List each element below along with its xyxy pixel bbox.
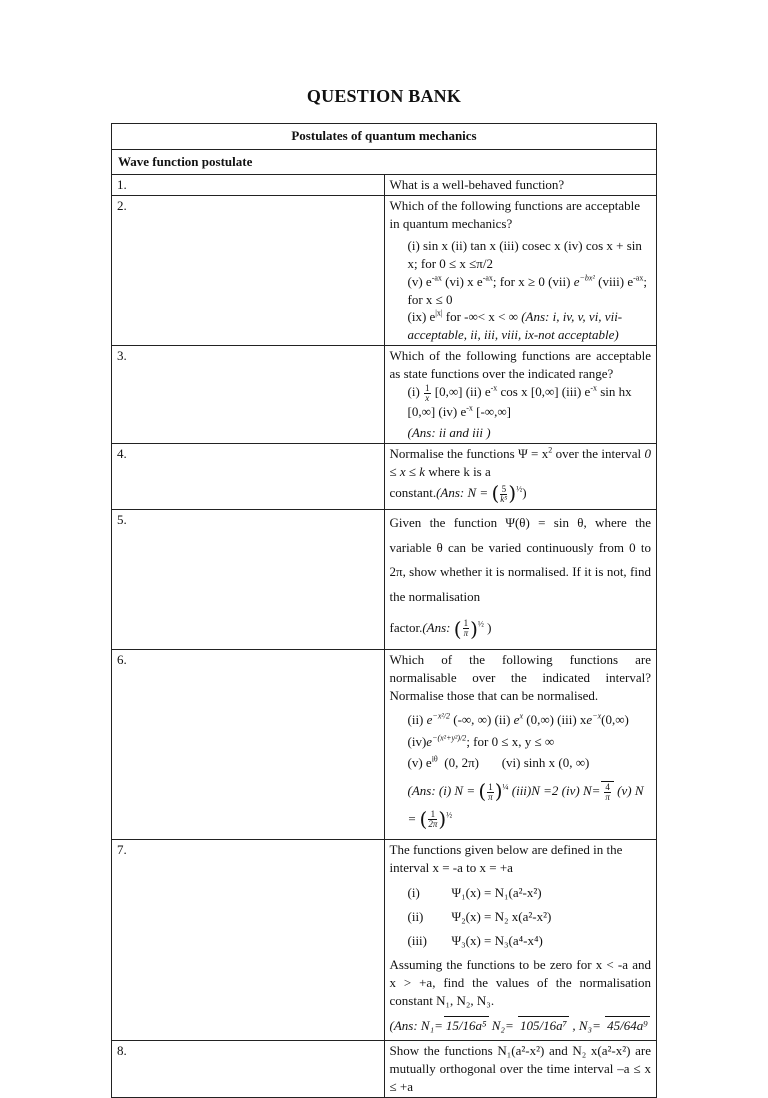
table-row — [112, 510, 657, 650]
table-row — [112, 174, 657, 195]
question-cell — [384, 510, 657, 650]
question-text: Normalise the functions $\Psi = x^2$ over the interval 0 ≤ x ≤ k where k is a — [389, 445, 651, 479]
question-cell — [384, 195, 657, 346]
question-cell — [384, 649, 657, 839]
function-item: (iii) Ψ₃(x) = N₃(a⁴-x⁴) — [407, 933, 543, 949]
question-number: 2. — [112, 195, 385, 346]
table-row — [112, 195, 657, 346]
answer-text: (Ans: i, iv, v, vi, vii-acceptable, ii, iii, viii, ix-not acceptable) — [407, 309, 623, 343]
option-line: (ix) $e^{|x|}$ for -∞< x < ∞ (Ans: i, iv, v, vi, vii-acceptable, ii, iii, viii, ix-not acceptable) — [407, 309, 623, 343]
page-title: QUESTION BANK — [306, 86, 462, 106]
question-cell — [384, 839, 657, 1040]
option-line: (ii) $e^{-x^2/2}$ (-∞, ∞) (ii) $e^x$ (0,∞) (iii) $xe^{-x}(0,\infty)$ — [407, 711, 629, 727]
question-number: 7. — [112, 839, 385, 1040]
table-row — [112, 649, 657, 839]
question-number: 8. — [112, 1041, 385, 1098]
table-heading: Postulates of quantum mechanics — [112, 124, 657, 150]
question-number: 1. — [112, 174, 385, 195]
option-line: (i) sin x (ii) tan x (iii) cosec x (iv) cos x + sin x; for 0 ≤ x ≤π/2 — [407, 237, 642, 271]
question-text: Assuming the functions to be zero for x < -a and x > +a, find the values of the normalisation constant N₁, N₂, N₃. — [389, 957, 651, 1009]
question-text: Which of the following functions are normalisable over the indicated interval? Normalise those that can be normalised. — [389, 651, 651, 703]
question-number: 5. — [112, 510, 385, 650]
table-row — [112, 839, 657, 1040]
option-line: (v) $e^{i\theta}$ (0, 2π) (vi) sinh x (0, ∞) — [407, 755, 590, 771]
question-text: The functions given below are defined in the interval x = -a to x = +a — [389, 841, 623, 875]
answer-text: (Ans: (i) N = ( $\frac{1}{\pi}$ )$^{\frac{1}{4}}$ (iii)N =2 (iv) N= $\frac{4}{\pi}$ (v) N = ( $\frac{1}{2\pi}$ )$^{\frac{1}{2}}$ — [407, 779, 644, 832]
question-table — [111, 123, 657, 1098]
section-heading: Wave function postulate — [112, 149, 657, 174]
question-cell — [384, 443, 657, 509]
option-line: (v) $e^{-ax}$ (vi) x $e^{-ax}$; for x ≥ 0 (vii) $e^{-bx^2}$ (viii) $e^{-ax}$; for x ≤ 0 — [407, 273, 647, 307]
question-text: Given the function Ψ(θ) = sin θ, where the variable θ can be varied continuously from 0 to 2π, show whether it is normalised. If it is not, find the normalisation — [389, 515, 651, 605]
question-text: Which of the following functions are acceptable in quantum mechanics? — [389, 197, 641, 231]
table-row — [112, 346, 657, 443]
answer-text: constant.(Ans: N = ( $\frac{5}{\text{k⁵}}$ )$^{\frac{1}{2}}$) — [389, 481, 527, 506]
answer-text: (Ans: ii and iii ) — [407, 424, 491, 440]
question-text: Which of the following functions are acceptable as state functions over the indicated range? — [389, 348, 651, 382]
question-text: What is a well-behaved function? — [384, 174, 657, 195]
question-number: 3. — [112, 346, 385, 443]
table-row — [112, 443, 657, 509]
table-row — [112, 1041, 657, 1098]
answer-text: (Ans: N₁= 15/16a⁵ N₂= 105/16a⁷ , N₃= 45/64a⁹ — [389, 1018, 648, 1034]
function-item: (i) Ψ₁(x) = N₁(a²-x²) — [407, 885, 542, 901]
question-number: 6. — [112, 649, 385, 839]
option-line: $(iv)e^{-(x^2+y^2)/2}$; for 0 ≤ x, y ≤ ∞ — [407, 733, 555, 749]
question-text: Show the functions N₁(a²-x²) and N₂ x(a²-x²) are mutually orthogonal over the time interval –a ≤ x ≤ +a — [384, 1041, 657, 1098]
question-number: 4. — [112, 443, 385, 509]
option-line: (i) $\frac{1}{x}$ [0,∞] (ii) $e^{-x}$ cos x [0,∞] (iii) $e^{-x}$ sin hx [0,∞] (iv) $e^{-x}$ [-∞,∞] — [407, 382, 632, 419]
question-cell — [384, 346, 657, 443]
answer-text: factor.(Ans: ( $\frac{1}{\pi}$ )$^{\frac{1}{2}}$ ) — [389, 616, 492, 641]
function-item: (ii) Ψ₂(x) = N₂ x(a²-x²) — [407, 909, 552, 925]
